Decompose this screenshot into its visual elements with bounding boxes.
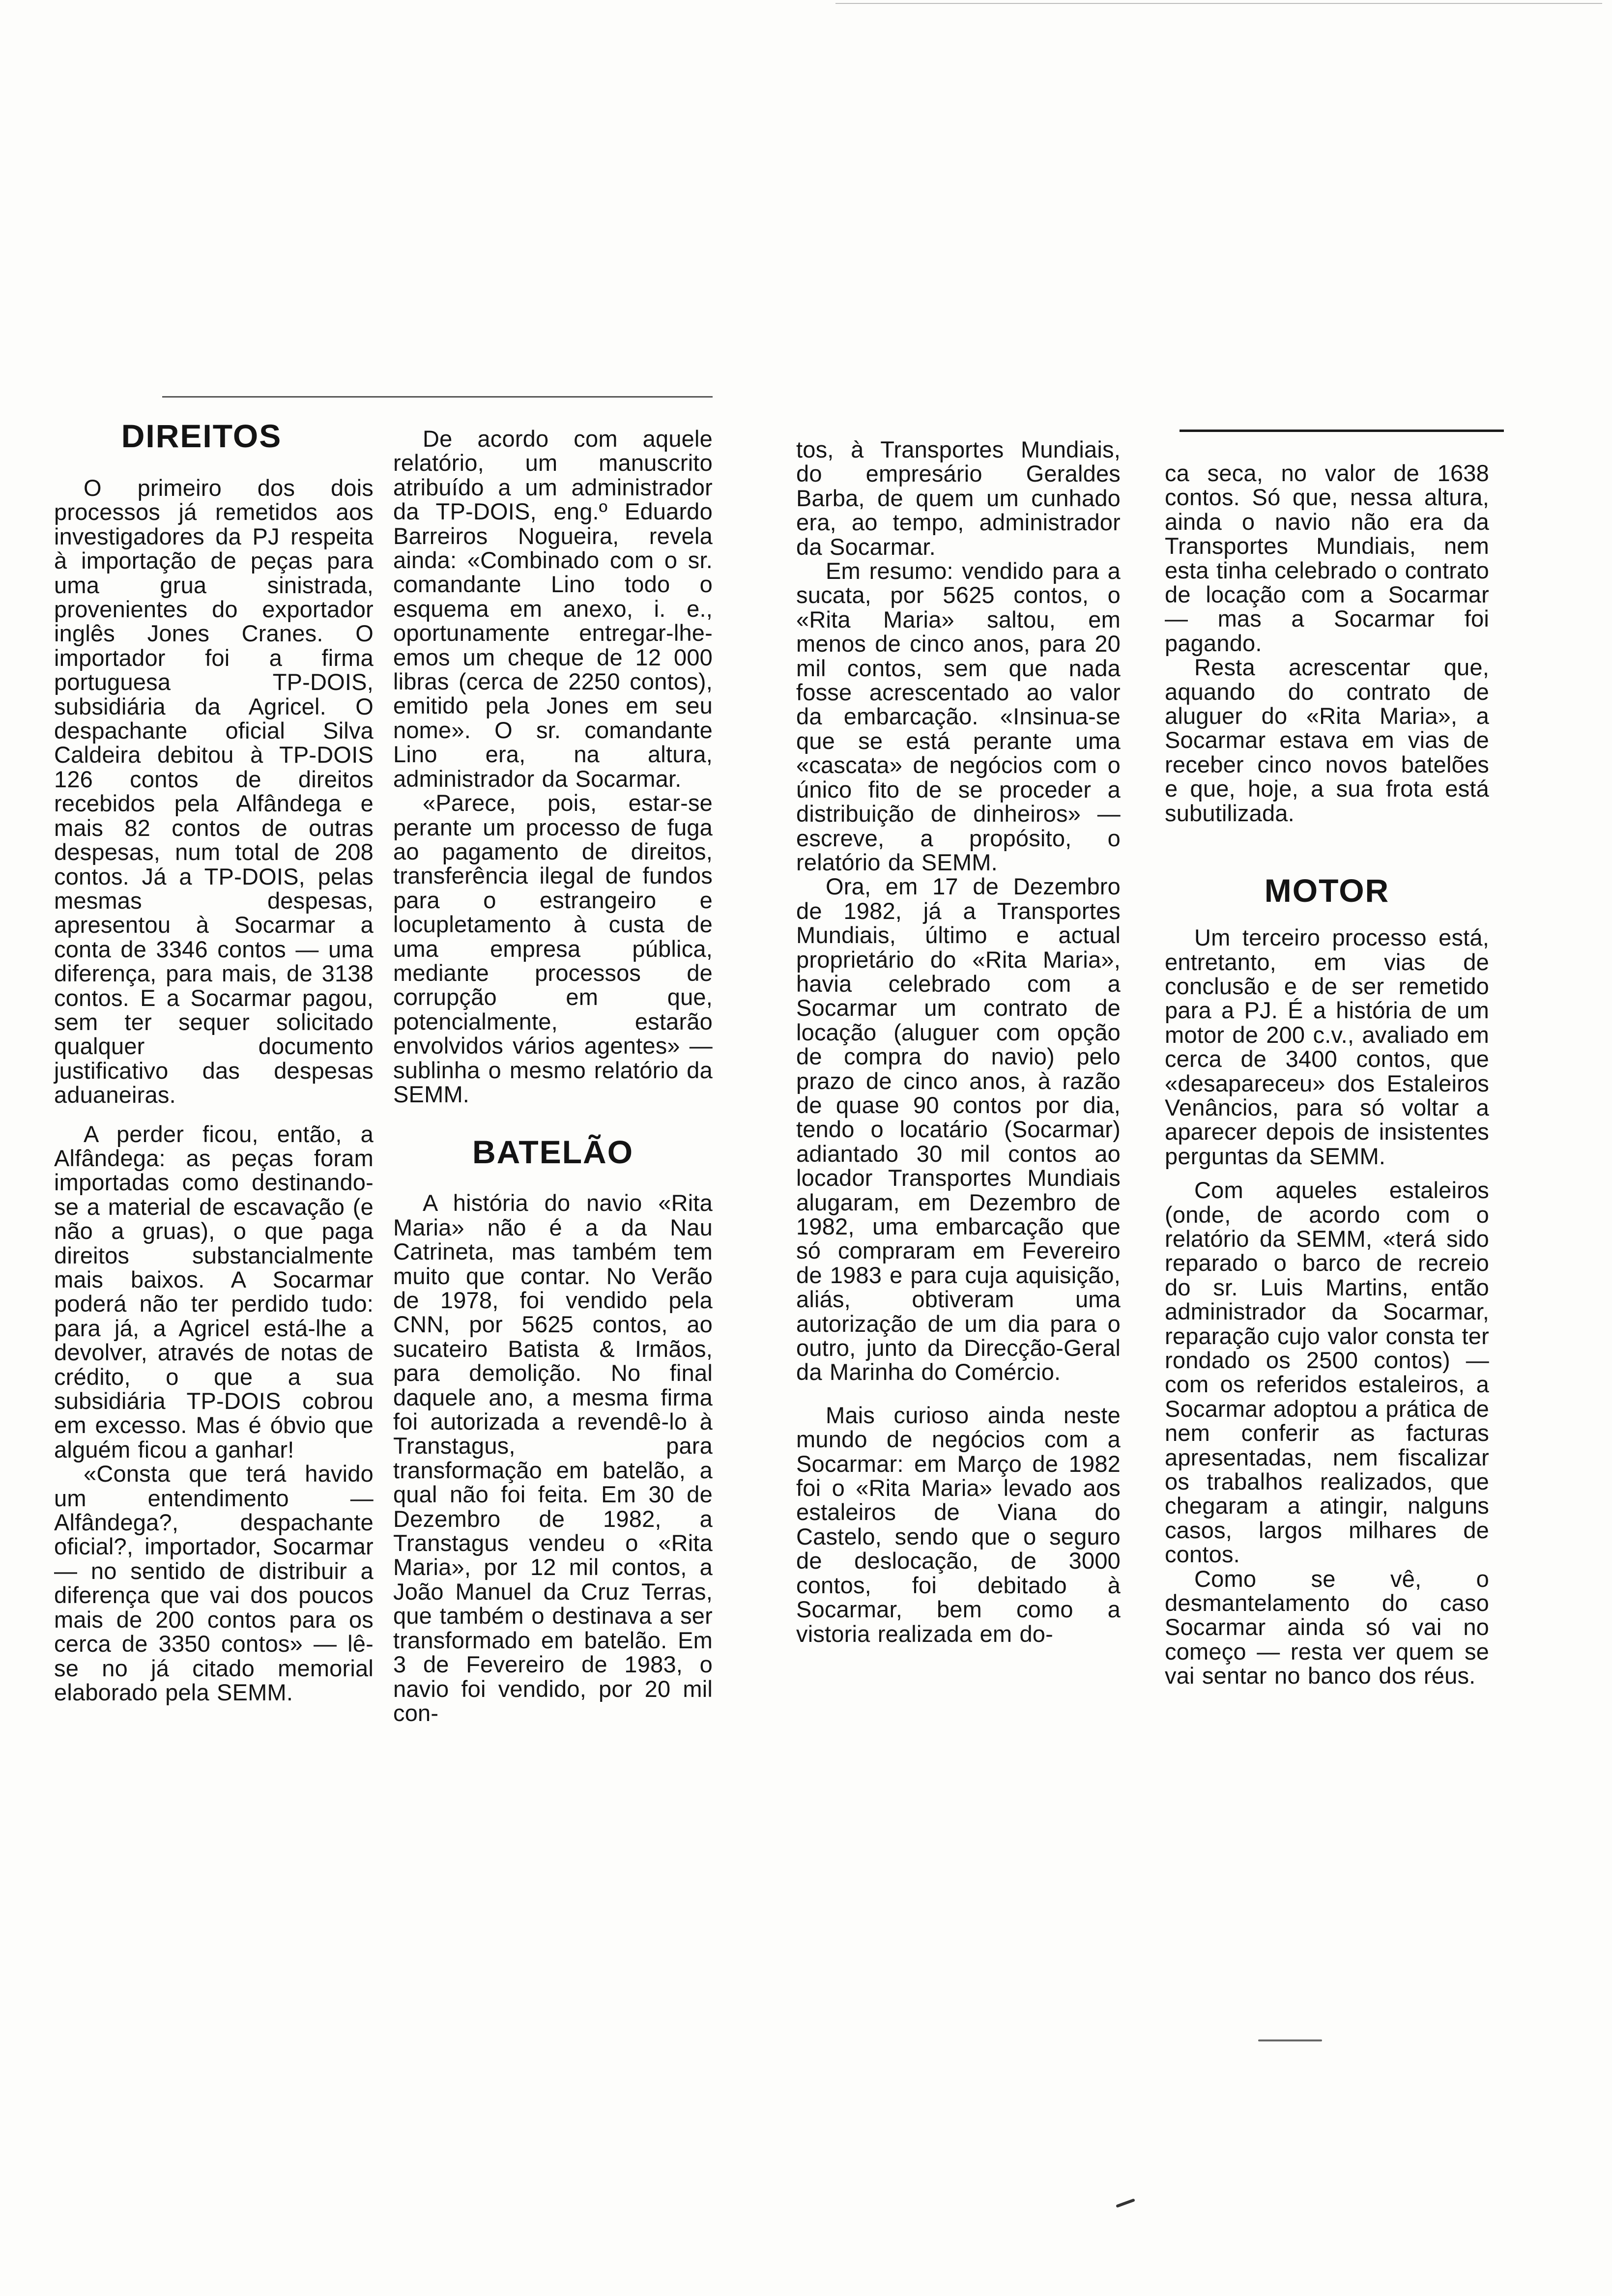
subhead-batelao: BATELÃO	[472, 1134, 634, 1171]
column-three	[796, 437, 1121, 1646]
paragraph: Ora, em 17 de Dezembro de 1982, já a Transportes Mundiais, último e actual proprietário do «Rita Maria», havia celebrado com a Socarmar um contrato de locação (aluguer com opção de compra do navio) pelo prazo de cinco anos, à razão de quase 90 contos por dia, tendo o locatário (Socarmar) adiantado 30 mil contos ao locador Transportes Mundiais alugaram, em Dezembro de 1982, uma embarcação que só compraram em Fevereiro de 1983 e para cuja aquisição, aliás, obtiveram uma autorização de um dia para o outro, junto da Direcção-Geral da Marinha do Comércio.	[796, 873, 1121, 1385]
scan-speck	[1258, 2039, 1322, 2041]
paragraph: tos, à Transportes Mundiais, do empresário Geraldes Barba, de quem um cunhado era, ao tempo, administrador da Socarmar.	[796, 436, 1121, 560]
paragraph: Como se vê, o desmantelamento do caso Socarmar ainda só vai no começo — resta ver quem se vai sentar no banco dos réus.	[1165, 1565, 1489, 1689]
column-rule-right	[1180, 430, 1504, 432]
paragraph: «Parece, pois, estar-se perante um processo de fuga ao pagamento de direitos, transferência ilegal de fundos para o estrangeiro e locupletamento à custa de uma empresa pública, mediante processos de corrupção em que, potencialmente, estarão envolvidos vários agentes» — sublinha o mesmo relatório da SEMM.	[393, 790, 713, 1107]
paragraph: Em resumo: vendido para a sucata, por 5625 contos, o «Rita Maria» saltou, em menos de cinco anos, para 20 mil contos, sem que nada fosse acrescentado ao valor da embarcação. «Insinua-se que se está perante uma «cascata» de negócios com o único fito de se proceder a distribuição de dinheiros» — escreve, a propósito, o relatório da SEMM.	[796, 558, 1121, 875]
paragraph: «Consta que terá havido um entendimento — Alfândega?, despachante oficial?, importador, Socarmar — no sentido de distribuir a diferença que vai dos poucos mais de 200 contos para os cerca de 3350 contos» — lê-se no já citado memorial elaborado pela SEMM.	[54, 1461, 374, 1705]
subhead-motor: MOTOR	[1264, 872, 1390, 909]
paragraph: Mais curioso ainda neste mundo de negócios com a Socarmar: em Março de 1982 foi o «Rita Maria» levado aos estaleiros de Viana do Castelo, sendo que o seguro de deslocação, de 3000 contos, foi debitado à Socarmar, bem como a vistoria realizada em do-	[796, 1402, 1121, 1647]
paragraph: Com aqueles estaleiros (onde, de acordo com o relatório da SEMM, «terá sido reparado o barco de recreio do sr. Luis Martins, então administrador da Socarmar, reparação cujo valor consta ter rondado os 2500 contos) — com os referidos estaleiros, a Socarmar adoptou a prática de nem conferir as facturas apresentadas, nem fiscalizar os trabalhos realizados, que chegaram a atingir, nalguns casos, largos milhares de contos.	[1165, 1177, 1489, 1568]
clipping-top-edge	[162, 396, 713, 398]
subhead-direitos: DIREITOS	[121, 418, 282, 454]
paragraph: ca seca, no valor de 1638 contos. Só que, nessa altura, ainda o navio não era da Transportes Mundiais, nem esta tinha celebrado o contrato de locação com a Socarmar — mas a Socarmar foi pagando.	[1165, 460, 1489, 656]
scan-speck	[1116, 2198, 1135, 2208]
column-direitos	[54, 418, 374, 1704]
paragraph: A história do navio «Rita Maria» não é a da Nau Catrineta, mas também tem muito que contar. No Verão de 1978, foi vendido pela CNN, por 5625 contos, ao sucateiro Batista & Irmãos, para demolição. No final daquele ano, a mesma firma foi autorizada a revendê-lo à Transtagus, para transformação em batelão, a qual não foi feita. Em 30 de Dezembro de 1982, a Transtagus vendeu o «Rita Maria», por 12 mil contos, a João Manuel da Cruz Terras, que também o destinava a ser transformado em batelão. Em 3 de Fevereiro de 1983, o navio foi vendido, por 20 mil con-	[393, 1190, 713, 1726]
column-motor	[1165, 461, 1489, 1688]
paragraph: Um terceiro processo está, entretanto, em vias de conclusão e de ser remetido para a PJ. É a história de um motor de 200 c.v., avaliado em cerca de 3400 contos, que «desapareceu» dos Estaleiros Venâncios, para só voltar a aparecer depois de insistentes perguntas da SEMM.	[1165, 924, 1489, 1169]
paragraph: Resta acrescentar que, aquando do contrato de aluguer do «Rita Maria», a Socarmar estava em vias de receber cinco novos batelões e que, hoje, a sua frota está subutilizada.	[1165, 654, 1489, 826]
paragraph: De acordo com aquele relatório, um manuscrito atribuído a um administrador da TP-DOIS, eng.º Eduardo Barreiros Nogueira, revela ainda: «Combinado com o sr. comandante Lino todo o esquema em anexo, i. e., oportunamente entregar-lhe-emos um cheque de 12 000 libras (cerca de 2250 contos), emitido pela Jones em seu nome». O sr. comandante Lino era, na altura, administrador da Socarmar.	[393, 426, 713, 792]
column-batelao	[393, 427, 713, 1725]
paragraph: A perder ficou, então, a Alfândega: as peças foram importadas como destinando-se a material de escavação (e não a gruas), o que paga direitos substancialmente mais baixos. A Socarmar poderá não ter perdido tudo: para já, a Agricel está-lhe a devolver, através de notas de crédito, o que a sua subsidiária TP-DOIS cobrou em excesso. Mas é óbvio que alguém ficou a ganhar!	[54, 1120, 374, 1463]
top-scan-line	[835, 3, 1602, 4]
paragraph: O primeiro dos dois processos já remetidos aos investigadores da PJ respeita à importação de peças para uma grua sinistrada, provenientes do exportador inglês Jones Cranes. O importador foi a firma portuguesa TP-DOIS, subsidiária da Agricel. O despachante oficial Silva Caldeira debitou à TP-DOIS 126 contos de direitos recebidos pela Alfândega e mais 82 contos de outras despesas, num total de 208 contos. Já a TP-DOIS, pelas mesmas despesas, apresentou à Socarmar a conta de 3346 contos — uma diferença, para mais, de 3138 contos. E a Socarmar pagou, sem ter sequer solicitado qualquer documento justificativo das despesas aduaneiras.	[54, 475, 374, 1108]
